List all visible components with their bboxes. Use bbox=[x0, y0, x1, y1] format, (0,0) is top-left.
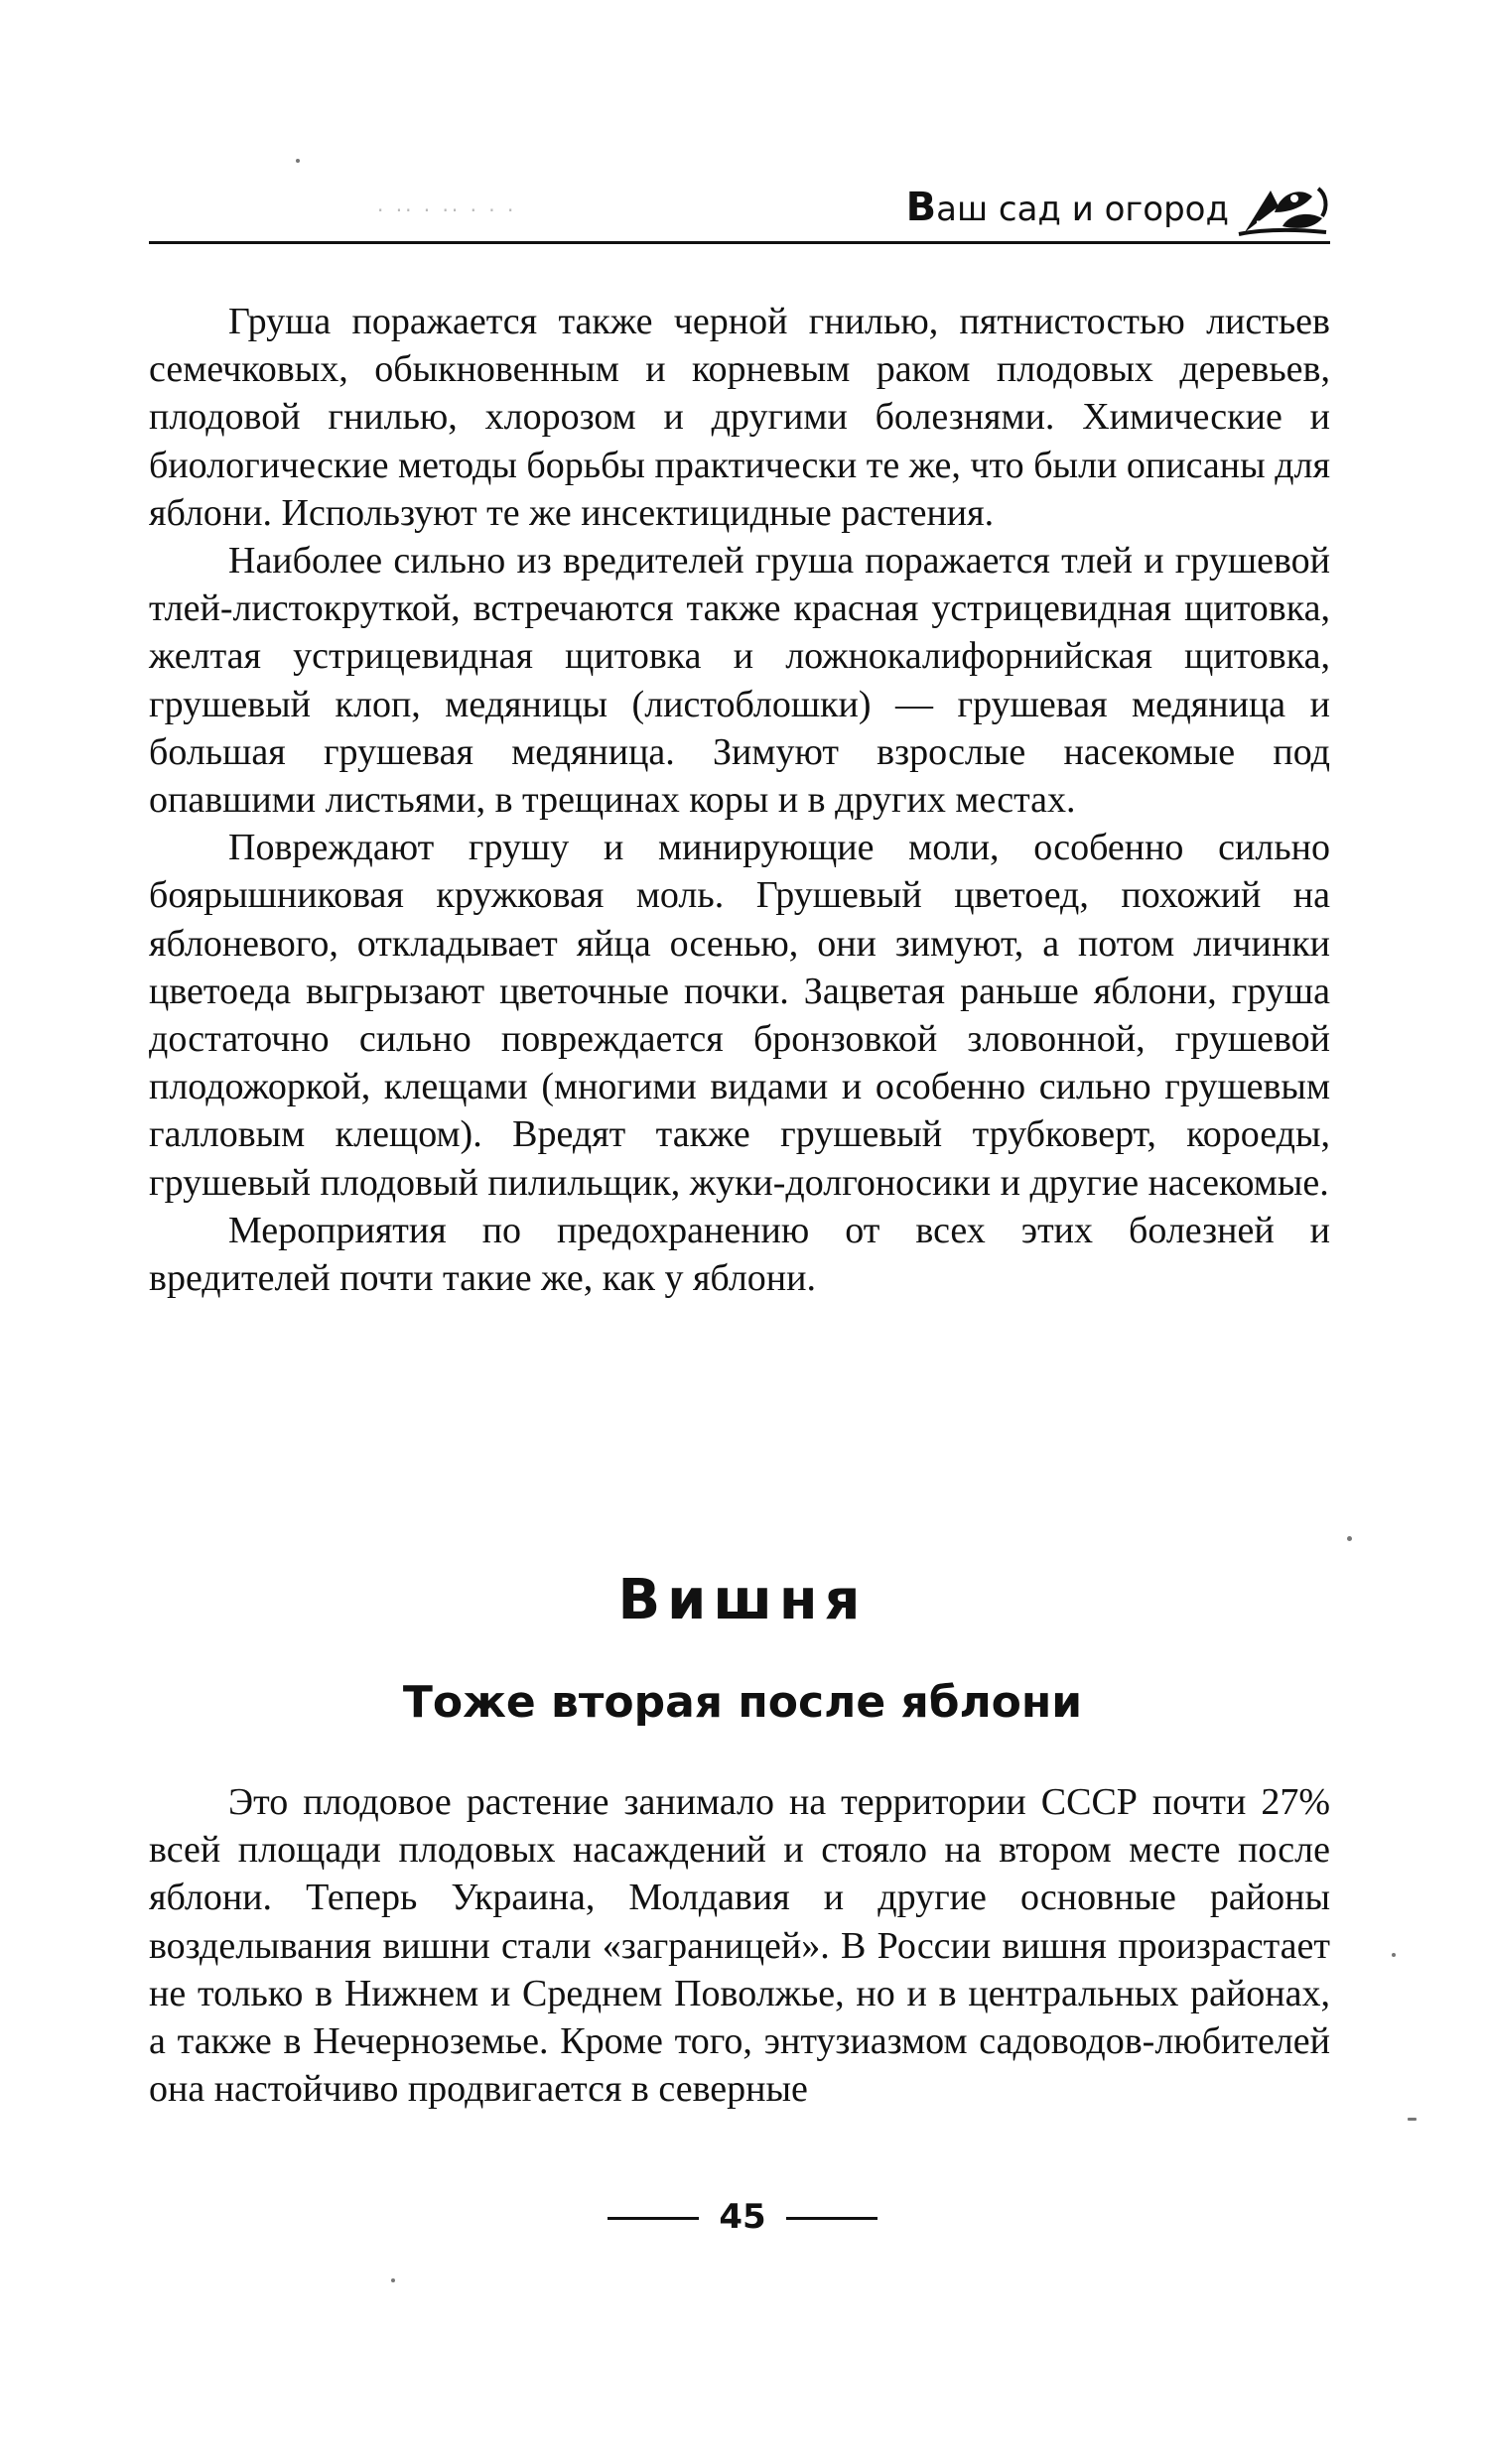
folio-dash-left bbox=[608, 2217, 699, 2220]
chapter-title: Вишня bbox=[617, 1568, 868, 1632]
running-header bbox=[149, 177, 1330, 258]
header-faded-text: · ·· · ·· · · · bbox=[377, 198, 517, 222]
paragraph: Это плодовое растение занимало на территории СССР почти 27% всей площади плодовых насаждений и стояло на втором месте после яблони. Теперь Украина, Молдавия и другие основные районы возделывания вишни стали «заграницей». В России вишня произрастает не только в Нижнем и Среднем Поволжье, но и в центральных районах, а также в Нечерноземье. Кроме того, энтузиазмом садоводов-любителей она настойчиво продвигается в северные bbox=[149, 1781, 1330, 2111]
paragraph: Груша поражается также черной гнилью, пятнистостью листьев семечковых, обыкновенным и корневым раком плодовых деревьев, плодовой гнилью, хлорозом и другими болезнями. Химические и биологические методы борьбы практически те же, что были описаны для яблони. Используют те же инсектицидные растения. bbox=[149, 301, 1330, 534]
folio-dash-right bbox=[786, 2217, 878, 2220]
page-number: 45 bbox=[719, 2197, 766, 2237]
paragraph: Повреждают грушу и минирующие моли, особенно сильно боярышниковая кружковая моль. Грушевый цветоед, похожий на яблоневого, откладывает яйца осенью, они зимуют, а потом личинки цветоеда выгрызают цветочные почки. Зацветая раньше яблони, груша достаточно сильно повреждается бронзовкой зловонной, грушевой плодожоркой, клещами (многими видами и особенно сильно грушевым галловым клещом). Вредят также грушевый трубковерт, короеды, грушевый плодовый пилильщик, жуки-долгоносики и другие насекомые. bbox=[149, 827, 1330, 1204]
body-text-cherry bbox=[149, 1778, 1330, 2113]
scan-speck bbox=[391, 2278, 395, 2282]
scan-speck bbox=[1408, 2118, 1417, 2121]
paragraph: Наиболее сильно из вредителей груша поражается тлей и грушевой тлей-листокруткой, встречаются также красная устрицевидная щитовка, желтая устрицевидная щитовка и ложнокалифорнийская щитовка, грушевый клоп, медяницы (листоблошки) — грушевая медяница и большая грушевая медяница. Зимуют взрослые насекомые под опавшими листьями, в трещинах коры и в других местах. bbox=[149, 540, 1330, 822]
scan-speck bbox=[1347, 1536, 1352, 1541]
paragraph: Мероприятия по предохранению от всех этих болезней и вредителей почти такие же, как у яблони. bbox=[149, 1209, 1330, 1300]
body-text-pear bbox=[149, 298, 1330, 1302]
scan-speck bbox=[296, 159, 300, 163]
page-footer bbox=[0, 2197, 1485, 2237]
garden-sprout-icon bbox=[1235, 177, 1330, 242]
scan-speck bbox=[1392, 1953, 1396, 1957]
header-title-initial: В bbox=[905, 185, 937, 230]
section-title: Тоже вторая после яблони bbox=[402, 1677, 1083, 1728]
header-title-rest: аш сад и огород bbox=[936, 190, 1229, 229]
running-header-title bbox=[898, 185, 1235, 232]
header-rule bbox=[149, 241, 1330, 244]
